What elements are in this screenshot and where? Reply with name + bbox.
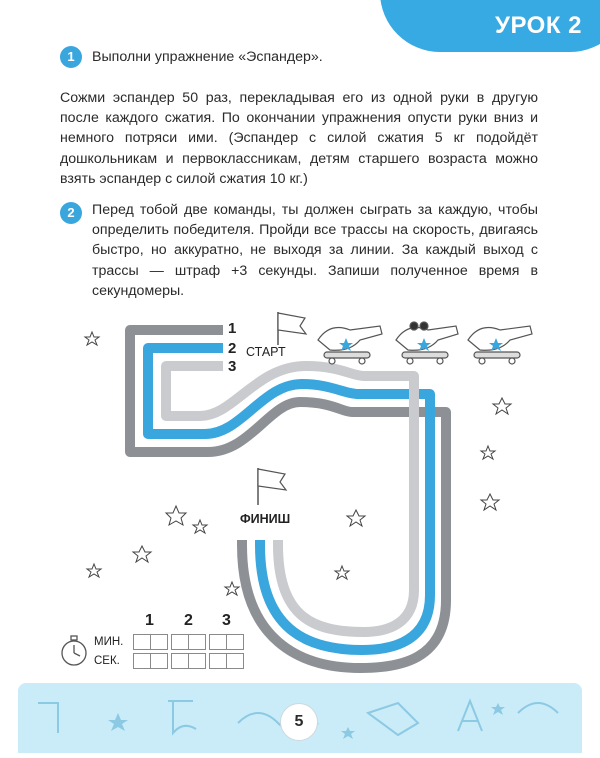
time-input-min-3a[interactable] [209, 634, 227, 650]
star-icon [225, 582, 239, 595]
star-icon [335, 566, 349, 579]
star-icon [481, 494, 499, 510]
timer-col-2: 2 [184, 612, 193, 629]
task1-title: Выполни упражнение «Эспандер». [92, 49, 323, 65]
task1-body [60, 88, 538, 189]
crocodile-skater-icon [396, 322, 458, 364]
star-icon [87, 564, 101, 577]
time-input-sec-2b[interactable] [188, 653, 206, 669]
time-input-sec-1a[interactable] [133, 653, 151, 669]
stopwatch-icon [62, 636, 86, 665]
time-input-min-1a[interactable] [133, 634, 151, 650]
finish-label: ФИНИШ [240, 512, 291, 526]
star-icon [347, 510, 365, 526]
start-label: СТАРТ [246, 345, 286, 359]
time-input-sec-3a[interactable] [209, 653, 227, 669]
star-icon [493, 398, 511, 414]
lane-number-3: 3 [228, 358, 237, 375]
finish-flag-icon [258, 468, 286, 505]
time-input-min-2b[interactable] [188, 634, 206, 650]
timer-col-3: 3 [222, 612, 231, 629]
time-input-min-2a[interactable] [171, 634, 189, 650]
start-flag-icon [278, 312, 306, 345]
race-track-illustration [0, 300, 600, 690]
time-input-min-3b[interactable] [226, 634, 244, 650]
star-icon [133, 546, 151, 562]
star-icon [481, 446, 495, 459]
lesson-title: УРОК 2 [495, 12, 582, 39]
page-number: 5 [280, 703, 318, 741]
lane-number-1: 1 [228, 320, 237, 337]
lane-number-2: 2 [228, 340, 237, 357]
time-input-sec-1b[interactable] [150, 653, 168, 669]
timer-col-1: 1 [145, 612, 154, 629]
crocodile-skater-icon [468, 326, 532, 364]
star-icon [85, 332, 99, 345]
crocodile-skater-icon [318, 326, 382, 364]
task2-text: Перед тобой две команды, ты должен сыграть за каждую, чтобы определить победителя. Пройди все трассы на скорость, двигаясь быстро, но аккуратно, не выходя за линии. За каждый выход с трассы — штраф +3 секунды. Запиши полученное время в секундомеры. [92, 202, 538, 299]
lesson-tab [380, 0, 600, 52]
sec-label: СЕК. [94, 655, 120, 667]
time-input-sec-3b[interactable] [226, 653, 244, 669]
time-input-min-1b[interactable] [150, 634, 168, 650]
task1-text: Сожми эспандер 50 раз, перекладывая его из одной руки в другую после каждого сжатия. По окончании упражнения опусти руки вниз и немного потряси ими. (Эспандер с силой сжатия 5 кг подойдёт дошкольникам и первоклассникам, детям старшего возраста можно взять эспандер с силой сжатия 10 кг.) [60, 90, 538, 187]
task2-number-badge: 2 [60, 202, 82, 224]
time-input-sec-2a[interactable] [171, 653, 189, 669]
star-icon [193, 520, 207, 533]
task1-number-badge: 1 [60, 46, 82, 68]
task2-body [92, 200, 538, 301]
star-icon [166, 506, 186, 525]
min-label: МИН. [94, 636, 124, 648]
